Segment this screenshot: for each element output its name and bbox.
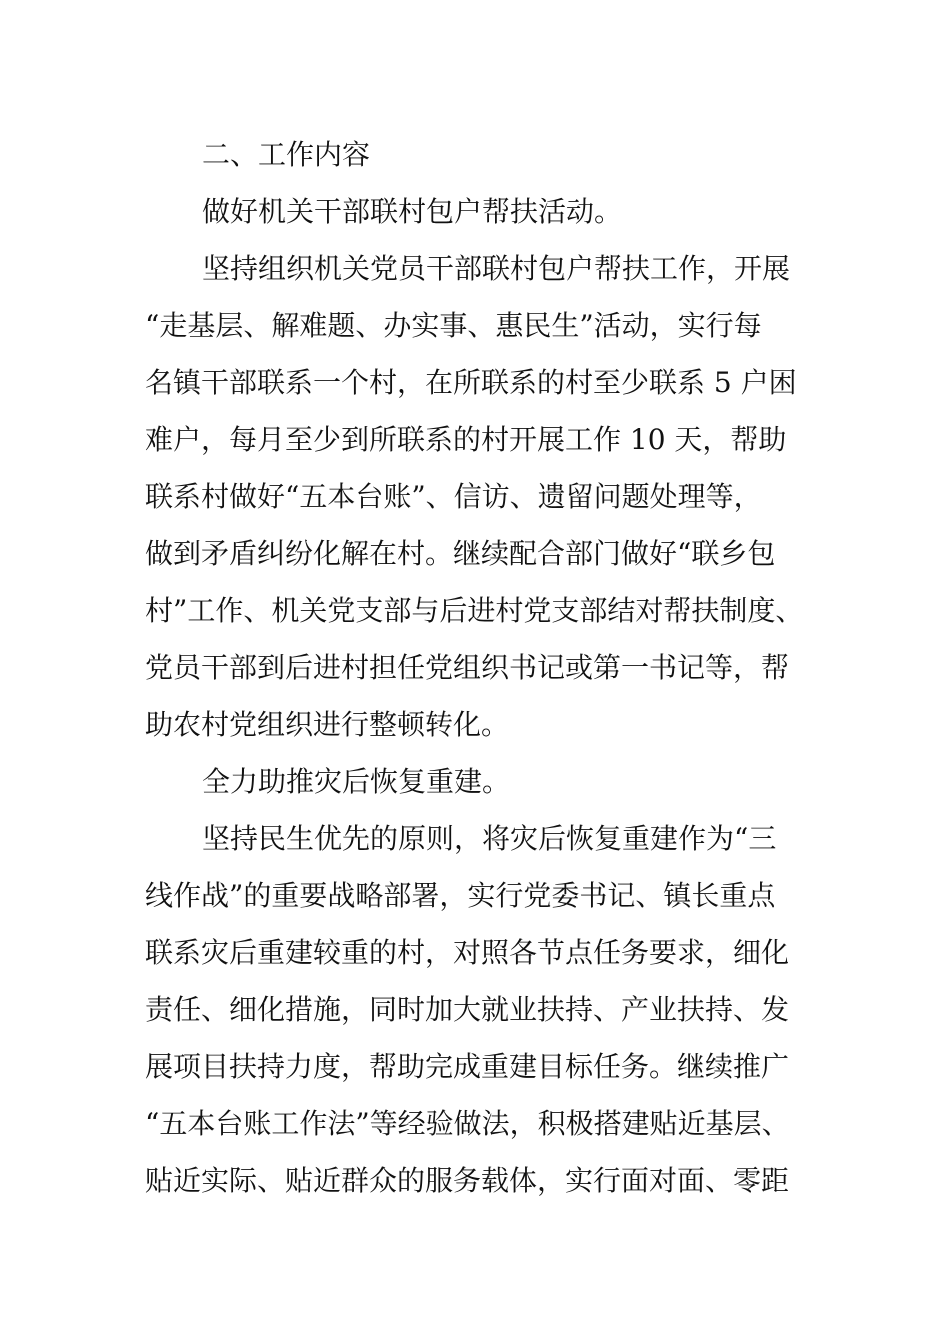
- section-heading: 二、工作内容: [202, 138, 371, 171]
- paragraph-line: 贴近实际、贴近群众的服务载体，实行面对面、零距: [145, 1164, 790, 1197]
- paragraph-line: 坚持组织机关党员干部联村包户帮扶工作，开展: [202, 252, 791, 285]
- paragraph-line: 联系村做好“五本台账”、信访、遗留问题处理等，: [145, 480, 762, 513]
- subheading-reconstruction: 全力助推灾后恢复重建。: [202, 765, 511, 798]
- paragraph-line: 助农村党组织进行整顿转化。: [145, 708, 510, 741]
- document-body: [145, 126, 835, 1209]
- paragraph-line: 联系灾后重建较重的村，对照各节点任务要求，细化: [145, 936, 790, 969]
- paragraph-line: “五本台账工作法”等经验做法，积极搭建贴近基层、: [145, 1107, 790, 1140]
- subheading-cadre-assistance: 做好机关干部联村包户帮扶活动。: [202, 195, 623, 228]
- paragraph-line: 责任、细化措施，同时加大就业扶持、产业扶持、发: [145, 993, 790, 1026]
- paragraph-line: 难户，每月至少到所联系的村开展工作 10 天，帮助: [145, 423, 787, 456]
- paragraph-line: 坚持民生优先的原则，将灾后恢复重建作为“三: [202, 822, 777, 855]
- paragraph-line: “走基层、解难题、办实事、惠民生”活动，实行每: [145, 309, 762, 342]
- paragraph-line: 党员干部到后进村担任党组织书记或第一书记等，帮: [145, 651, 790, 684]
- paragraph-line: 展项目扶持力度，帮助完成重建目标任务。继续推广: [145, 1050, 790, 1083]
- paragraph-line: 做到矛盾纠纷化解在村。继续配合部门做好“联乡包: [145, 537, 776, 570]
- paragraph-line: 村”工作、机关党支部与后进村党支部结对帮扶制度、: [145, 594, 804, 627]
- paragraph-line: 线作战”的重要战略部署，实行党委书记、镇长重点: [145, 879, 776, 912]
- paragraph-line: 名镇干部联系一个村，在所联系的村至少联系 5 户困: [145, 366, 797, 399]
